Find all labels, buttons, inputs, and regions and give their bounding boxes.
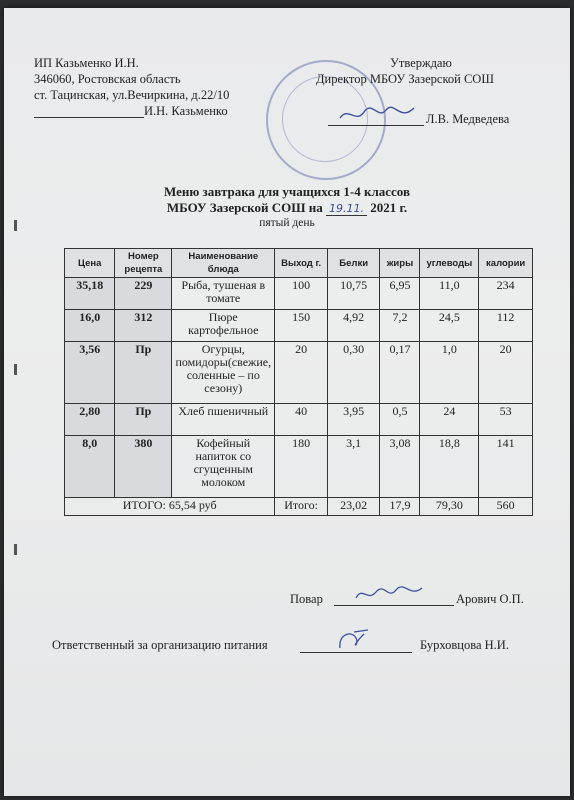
table-total-row: [65, 498, 533, 516]
table-row: [65, 436, 533, 498]
menu-subtitle: [4, 200, 570, 216]
responsible-signature: [334, 628, 374, 652]
cell-recipe: 312: [115, 310, 172, 342]
cell-recipe: Пр: [115, 404, 172, 436]
org-address-street: ст. Тацинская, ул.Вечиркина, д.22/10: [34, 88, 230, 102]
cell-kcal: 20: [479, 342, 533, 404]
col-header-carbs: углеводы: [420, 249, 479, 278]
cell-price: 2,80: [65, 404, 115, 436]
cell-price: 3,56: [65, 342, 115, 404]
cell-protein: 10,75: [327, 278, 380, 310]
cook-label: Повар: [290, 592, 323, 606]
cell-name: Кофейный напиток со сгущенным молоком: [172, 436, 275, 498]
cell-kcal: 53: [479, 404, 533, 436]
cell-protein: 4,92: [327, 310, 380, 342]
cell-price: 16,0: [65, 310, 115, 342]
cell-weight: 150: [275, 310, 328, 342]
table-row: [65, 278, 533, 310]
responsible-label: Ответственный за организацию питания: [52, 638, 268, 652]
org-signer: И.Н. Казьменко: [144, 104, 228, 118]
punch-mark: [14, 364, 17, 375]
cell-kcal: 234: [479, 278, 533, 310]
cell-kcal: 141: [479, 436, 533, 498]
col-header-protein: Белки: [327, 249, 380, 278]
cell-carbs: 1,0: [420, 342, 479, 404]
cell-recipe: 380: [115, 436, 172, 498]
total-protein: 23,02: [327, 498, 380, 516]
col-header-kcal: калории: [479, 249, 533, 278]
responsible-name: Бурховцова Н.И.: [420, 638, 509, 652]
menu-table: [64, 248, 533, 516]
total-label: ИТОГО: 65,54 руб: [65, 498, 275, 516]
day-label: пятый день: [259, 217, 315, 229]
table-header-row: [65, 249, 533, 278]
cell-weight: 100: [275, 278, 328, 310]
table-row: [65, 342, 533, 404]
cell-weight: 180: [275, 436, 328, 498]
col-header-weight: Выход г.: [275, 249, 328, 278]
col-header-recipe: Номер рецепта: [115, 249, 172, 278]
cell-name: Рыба, тушеная в томате: [172, 278, 275, 310]
cell-fat: 0,5: [380, 404, 420, 436]
table-row: [65, 310, 533, 342]
menu-title: Меню завтрака для учащихся 1-4 классов: [163, 184, 410, 199]
cell-fat: 3,08: [380, 436, 420, 498]
cell-fat: 7,2: [380, 310, 420, 342]
table-row: [65, 404, 533, 436]
org-name: ИП Казьменко И.Н.: [34, 56, 139, 70]
org-address-region: 346060, Ростовская область: [34, 72, 181, 86]
cook-name: Арович О.П.: [456, 592, 524, 606]
school-prefix: МБОУ Зазерской СОШ на: [166, 200, 323, 215]
cell-protein: 0,30: [327, 342, 380, 404]
signature-line-cook: [334, 604, 454, 606]
cook-signature: [354, 584, 424, 604]
total-fat: 17,9: [380, 498, 420, 516]
cell-protein: 3,95: [327, 404, 380, 436]
col-header-price: Цена: [65, 249, 115, 278]
cell-name: Пюре картофельное: [172, 310, 275, 342]
year-suffix: 2021 г.: [370, 200, 408, 215]
signature-line-org: [34, 116, 144, 118]
cell-carbs: 11,0: [420, 278, 479, 310]
cell-weight: 40: [275, 404, 328, 436]
cell-price: 35,18: [65, 278, 115, 310]
cell-carbs: 18,8: [420, 436, 479, 498]
total-carbs: 79,30: [420, 498, 479, 516]
total-kcal: 560: [479, 498, 533, 516]
cell-carbs: 24: [420, 404, 479, 436]
approver-title: Директор МБОУ Зазерской СОШ: [316, 72, 494, 86]
total-label-2: Итого:: [275, 498, 328, 516]
cell-price: 8,0: [65, 436, 115, 498]
director-signature: [338, 102, 418, 126]
punch-mark: [14, 544, 17, 555]
handwritten-date: 19.11.: [326, 202, 367, 216]
cell-name: Огурцы, помидоры(свежие, соленные – по сезону): [172, 342, 275, 404]
approver-name: Л.В. Медведева: [426, 112, 510, 126]
cell-fat: 0,17: [380, 342, 420, 404]
col-header-fat: жиры: [380, 249, 420, 278]
cell-recipe: Пр: [115, 342, 172, 404]
cell-protein: 3,1: [327, 436, 380, 498]
cell-name: Хлеб пшеничный: [172, 404, 275, 436]
cell-recipe: 229: [115, 278, 172, 310]
approve-label: Утверждаю: [390, 56, 452, 70]
cell-carbs: 24,5: [420, 310, 479, 342]
cell-weight: 20: [275, 342, 328, 404]
document-page: [4, 8, 570, 796]
cell-kcal: 112: [479, 310, 533, 342]
col-header-name: Наименование блюда: [172, 249, 275, 278]
cell-fat: 6,95: [380, 278, 420, 310]
